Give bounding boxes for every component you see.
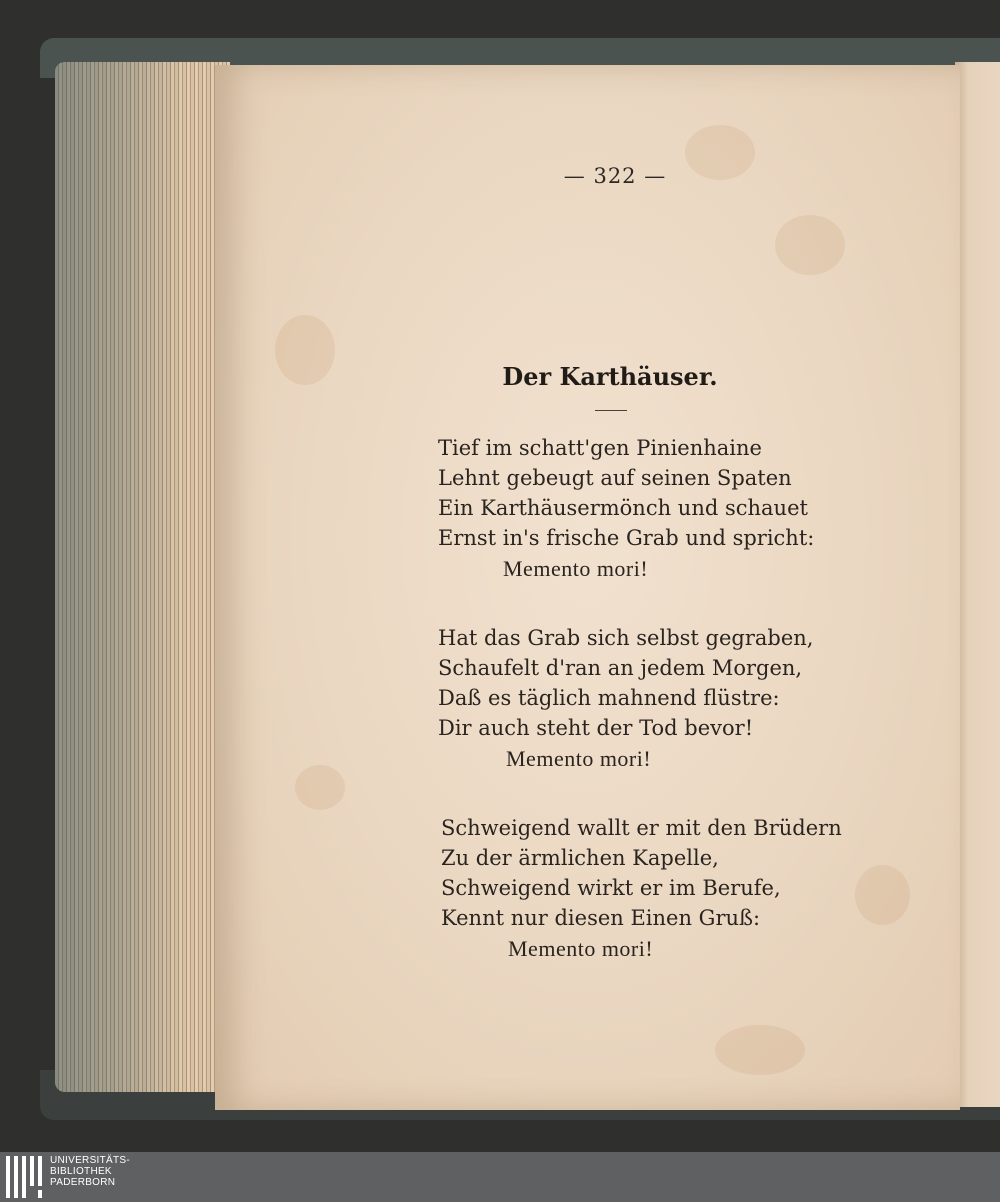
verse-line: Zu der ärmlichen Kapelle, [441,846,719,870]
paper-stain [685,125,755,180]
page-edges-shade [55,62,230,1092]
verse-line: Ernst in's frische Grab und spricht: [438,526,815,550]
verse-line: Daß es täglich mahnend flüstre: [438,686,780,710]
refrain-line: Memento mori! [503,556,649,581]
logo-line: UNIVERSITÄTS- [50,1155,131,1166]
poem-title: Der Karthäuser. [502,362,718,391]
verse-line: Schaufelt d'ran an jedem Morgen, [438,656,803,680]
paper-stain [855,865,910,925]
paper-stain [275,315,335,385]
library-logo-icon [6,1156,46,1198]
verse-line: Dir auch steht der Tod bevor! [438,716,754,740]
verse-line: Hat das Grab sich selbst gegraben, [438,626,814,650]
verse-line: Lehnt gebeugt auf seinen Spaten [438,466,792,490]
library-logo-text[interactable] [50,1155,130,1188]
paper-stain [295,765,345,810]
verse-line: Kennt nur diesen Einen Gruß: [441,906,761,930]
verse-line: Ein Karthäusermönch und schauet [438,496,808,520]
facing-page [955,62,1000,1107]
refrain-line: Memento mori! [506,746,652,771]
title-rule [595,410,627,411]
verse-line: Schweigend wirkt er im Berufe, [441,876,781,900]
verse-line: Schweigend wallt er mit den Brüdern [441,816,842,840]
refrain-line: Memento mori! [508,936,654,961]
logo-line: BIBLIOTHEK [50,1166,112,1177]
verse-line: Tief im schatt'gen Pinienhaine [438,436,762,460]
logo-line: PADERBORN [50,1177,116,1188]
paper-stain [715,1025,805,1075]
paper-stain [775,215,845,275]
footer-bar [0,1152,1000,1202]
page-number: — 322 — [563,164,667,188]
